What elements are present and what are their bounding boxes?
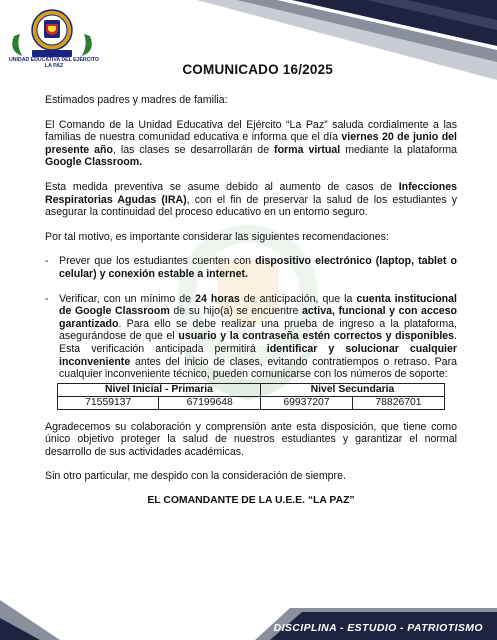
text-run: mediante la plataforma: [340, 143, 457, 156]
text-run: , con el fin de preservar la salud de los estudiantes y asegurar la continuidad del proceso educativo en un entorno seguro.: [45, 193, 457, 219]
text-run: Esta medida preventiva se asume debido al aumento de casos de: [45, 180, 399, 193]
text-run: El Comando de la Unidad Educativa del Ejército “La Paz” saluda cordialmente a las familias de nuestra comunidad educativa e informa que el día: [45, 118, 457, 144]
footer-motto: DISCIPLINA - ESTUDIO - PATRIOTISMO: [273, 622, 483, 634]
phone-number: 67199648: [159, 396, 260, 409]
recommendation-2: [45, 293, 457, 381]
header-secondary: Nivel Secundaria: [260, 383, 444, 396]
communique-title-row: [0, 61, 497, 79]
table-header-row: [58, 383, 445, 396]
paragraph-5: Sin otro particular, me despido con la consideración de siempre.: [45, 470, 346, 483]
text-run: de su hijo(a) se encuentre: [169, 305, 302, 318]
letter-body: [45, 94, 457, 508]
text-run: Prever que los estudiantes cuenten con: [59, 255, 256, 268]
communique-title: COMUNICADO 16/2025: [182, 62, 333, 77]
support-phone-table: [57, 383, 445, 410]
text-run-bold: forma virtual: [274, 143, 341, 156]
text-run-bold: cuenta institucional de Google Classroom: [59, 292, 457, 318]
text-run-bold: Infecciones Respiratorias Agudas (IRA): [45, 180, 457, 206]
text-run-bold: dispositivo electrónico (laptop, tablet o celular) y conexión estable a internet.: [59, 255, 457, 280]
list-dash: -: [45, 255, 49, 268]
paragraph-4: Agradecemos su colaboración y comprensión ante esta disposición, que tiene como único objetivo proteger la salud de nuestros estudiantes y garantizar el normal desarrollo de sus actividades académicas.: [45, 420, 457, 458]
text-run: de anticipación, que la: [239, 292, 357, 305]
signature-line: EL COMANDANTE DE LA U.E.E. “LA PAZ”: [147, 495, 355, 507]
paragraph-1: [45, 119, 457, 169]
text-run: . Para ello se debe realizar una prueba de ingreso a la plataforma, asegurándose de que el: [59, 317, 457, 343]
text-run-bold: identificar y solucionar cualquier inconveniente: [59, 342, 458, 368]
paragraph-2: [45, 181, 457, 219]
text-run-bold: activa, funcional y con acceso garantizado: [59, 305, 457, 330]
phone-number: 78826701: [352, 396, 444, 409]
school-name-line1: UNIDAD EDUCATIVA DEL EJÉRCITO: [9, 57, 99, 63]
school-name-line2: LA PAZ: [44, 63, 64, 69]
text-run: antes del inicio de clases, evitando contratiempos o retraso. Para cualquier inconveniente técnico, pueden comunicarse con los números de soporte:: [59, 355, 457, 381]
phone-number: 71559137: [58, 396, 159, 409]
text-run-bold: viernes 20 de junio del presente año: [45, 131, 457, 156]
text-run: , las clases se desarrollarán de: [112, 143, 275, 156]
text-run-bold: 24 horas: [195, 292, 240, 305]
recommendation-1: [45, 255, 457, 280]
table-row: [58, 396, 445, 409]
text-run-bold: usuario y la contraseña estén correctos y disponibles: [178, 330, 455, 343]
phone-number: 69937207: [260, 396, 352, 409]
paragraph-3: Por tal motivo, es importante considerar las siguientes recomendaciones:: [45, 230, 389, 243]
greeting: Estimados padres y madres de familia:: [45, 94, 228, 106]
text-run-bold: Google Classroom.: [45, 156, 143, 169]
text-run: Verificar, con un mínimo de: [59, 292, 196, 305]
list-dash: -: [45, 292, 49, 305]
header-primary: Nivel Inicial - Primaria: [58, 383, 261, 396]
text-run: . Esta verificación anticipada permitirá: [59, 330, 457, 355]
